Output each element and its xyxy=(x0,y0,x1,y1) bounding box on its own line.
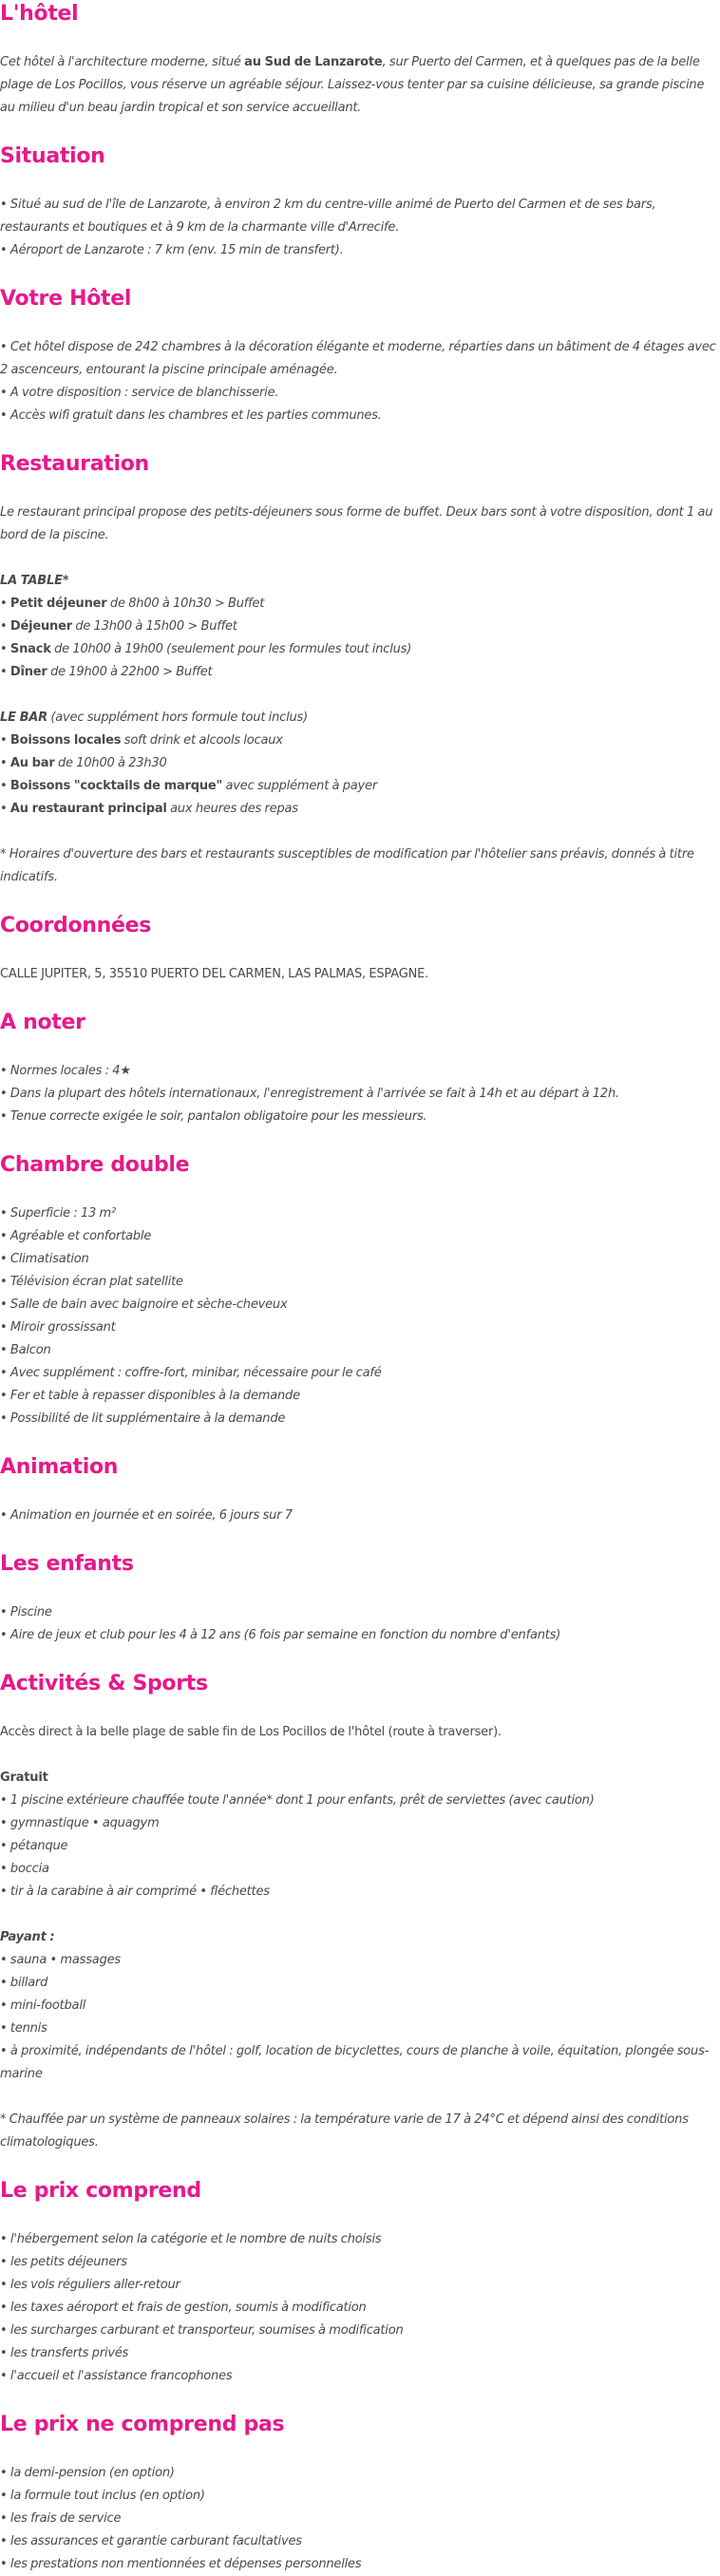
list-item: • A votre disposition : service de blanchisserie. xyxy=(0,382,717,405)
list-item: • la formule tout inclus (en option) xyxy=(0,2485,717,2508)
activites-note: * Chauffée par un système de panneaux solaires : la température varie de 17 à 24°C et dépend ainsi des conditions climatologiques. xyxy=(0,2112,689,2150)
list-item-label: Au bar xyxy=(9,756,55,770)
list-item: • Aéroport de Lanzarote : 7 km (env. 15 min de transfert). xyxy=(0,239,717,262)
list-item: • tennis xyxy=(0,2017,717,2040)
list-item: • les petits déjeuners xyxy=(0,2251,717,2274)
list-item: • Possibilité de lit supplémentaire à la demande xyxy=(0,1408,717,1430)
chambre-list xyxy=(0,1203,717,1430)
list-item: • boccia xyxy=(0,1858,717,1881)
list-item-label: Boissons "cocktails de marque" xyxy=(9,779,223,793)
section-title-prix-comprend: Le prix comprend xyxy=(0,2179,201,2203)
hotel-intro: Cet hôtel à l'architecture moderne, situé au Sud de Lanzarote, sur Puerto del Carmen, et à quelques pas de la belle plage de Los Pocillos, vous réserve un agréable séjour. Laissez-vous tenter par sa cuisine délicieuse, sa grande piscine au milieu d'un beau jardin tropical et son service accueillant. xyxy=(0,55,705,115)
list-item-label: Boissons locales xyxy=(9,733,122,748)
list-item xyxy=(0,729,717,752)
section-title-hotel: L'hôtel xyxy=(0,2,79,26)
section-title-a-noter: A noter xyxy=(0,1011,85,1034)
list-item: • les transferts privés xyxy=(0,2342,717,2365)
votre-hotel-list xyxy=(0,336,717,427)
list-item-text: de 10h00 à 19h00 (seulement pour les formules tout inclus) xyxy=(50,642,412,656)
section-title-activites: Activités & Sports xyxy=(0,1672,208,1695)
list-item-label: Petit déjeuner xyxy=(9,597,107,611)
list-item xyxy=(0,775,717,798)
list-item: • pétanque xyxy=(0,1835,717,1858)
list-item: • Normes locales : 4★ xyxy=(0,1060,717,1083)
section-activites xyxy=(0,1670,717,2177)
section-a-noter xyxy=(0,1009,717,1151)
list-item: • Agréable et confortable xyxy=(0,1225,717,1248)
list-item-label: Au restaurant principal xyxy=(9,802,167,816)
list-item: • gymnastique • aquagym xyxy=(0,1812,717,1835)
section-title-animation: Animation xyxy=(0,1455,119,1479)
list-item: • Animation en journée et en soirée, 6 jours sur 7 xyxy=(0,1505,717,1527)
section-animation xyxy=(0,1453,717,1550)
enfants-list xyxy=(0,1601,717,1647)
list-item: • Piscine xyxy=(0,1601,717,1624)
bar-list xyxy=(0,729,717,821)
list-item: • billard xyxy=(0,1972,717,1995)
gratuit-title: Gratuit xyxy=(0,1771,48,1785)
list-item: • les surcharges carburant et transporteur, soumises à modification xyxy=(0,2320,717,2342)
activites-intro: Accès direct à la belle plage de sable fin de Los Pocillos de l'hôtel (route à traverser). xyxy=(0,1725,502,1739)
section-coordonnees xyxy=(0,912,717,1009)
prix-ne-comprend-list xyxy=(0,2462,717,2576)
list-item: • les frais de service xyxy=(0,2508,717,2530)
list-item: • les assurances et garantie carburant facultatives xyxy=(0,2530,717,2553)
gratuit-list xyxy=(0,1790,717,1904)
list-item: • les vols réguliers aller-retour xyxy=(0,2274,717,2297)
list-item: • à proximité, indépendants de l'hôtel : golf, location de bicyclettes, cours de planche à voile, équitation, plongée sous-marine xyxy=(0,2040,717,2086)
list-item-text: de 10h00 à 23h30 xyxy=(54,756,167,770)
list-item xyxy=(0,752,717,775)
restauration-intro: Le restaurant principal propose des petits-déjeuners sous forme de buffet. Deux bars sont à votre disposition, dont 1 au bord de la piscine. xyxy=(0,505,713,542)
section-enfants xyxy=(0,1550,717,1670)
list-item-text: de 13h00 à 15h00 > Buffet xyxy=(71,619,237,634)
list-item: • Accès wifi gratuit dans les chambres et les parties communes. xyxy=(0,405,717,427)
list-item: • 1 piscine extérieure chauffée toute l'année* dont 1 pour enfants, prêt de serviettes (avec caution) xyxy=(0,1790,717,1812)
list-item: • Fer et table à repasser disponibles à la demande xyxy=(0,1385,717,1408)
list-item-text: de 8h00 à 10h30 > Buffet xyxy=(106,597,265,611)
list-item xyxy=(0,593,717,616)
list-item xyxy=(0,616,717,638)
animation-list xyxy=(0,1505,717,1527)
section-title-enfants: Les enfants xyxy=(0,1552,134,1576)
situation-list xyxy=(0,194,717,262)
section-hotel xyxy=(0,0,717,142)
list-item xyxy=(0,661,717,684)
list-item: • Situé au sud de l'île de Lanzarote, à environ 2 km du centre-ville animé de Puerto del Carmen et de ses bars, restaurants et boutiques et à 9 km de la charmante ville d'Arrecife. xyxy=(0,194,717,239)
section-title-restauration: Restauration xyxy=(0,452,149,476)
list-item-label: Snack xyxy=(9,642,51,656)
section-restauration xyxy=(0,450,717,912)
list-item: • les prestations non mentionnées et dépenses personnelles xyxy=(0,2553,717,2576)
section-title-chambre: Chambre double xyxy=(0,1153,190,1177)
section-prix-comprend xyxy=(0,2177,717,2411)
list-item-label: Dîner xyxy=(9,665,47,679)
list-item: • l'accueil et l'assistance francophones xyxy=(0,2365,717,2388)
list-item: • Dans la plupart des hôtels internationaux, l'enregistrement à l'arrivée se fait à 14h et au départ à 12h. xyxy=(0,1083,717,1106)
list-item: • sauna • massages xyxy=(0,1949,717,1972)
list-item: • les taxes aéroport et frais de gestion, soumis à modification xyxy=(0,2297,717,2320)
list-item xyxy=(0,638,717,661)
list-item: • Télévision écran plat satellite xyxy=(0,1271,717,1294)
section-title-votre-hotel: Votre Hôtel xyxy=(0,287,132,311)
list-item: • Salle de bain avec baignoire et sèche-cheveux xyxy=(0,1294,717,1316)
list-item-label: Déjeuner xyxy=(9,619,72,634)
list-item: • tir à la carabine à air comprimé • fléchettes xyxy=(0,1881,717,1904)
restauration-note: * Horaires d'ouverture des bars et restaurants susceptibles de modification par l'hôtelier sans préavis, donnés à titre indicatifs. xyxy=(0,847,694,884)
table-list xyxy=(0,593,717,684)
list-item: • Climatisation xyxy=(0,1248,717,1271)
a-noter-list xyxy=(0,1060,717,1128)
section-title-coordonnees: Coordonnées xyxy=(0,914,152,938)
list-item: • mini-football xyxy=(0,1995,717,2017)
list-item: • l'hébergement selon la catégorie et le nombre de nuits choisis xyxy=(0,2228,717,2251)
address: CALLE JUPITER, 5, 35510 PUERTO DEL CARMEN, LAS PALMAS, ESPAGNE. xyxy=(0,967,429,981)
list-item: • Superficie : 13 m² xyxy=(0,1203,717,1225)
list-item: • Cet hôtel dispose de 242 chambres à la décoration élégante et moderne, réparties dans un bâtiment de 4 étages avec 2 ascenceurs, entourant la piscine principale aménagée. xyxy=(0,336,717,382)
list-item: • Miroir grossissant xyxy=(0,1316,717,1339)
payant-list xyxy=(0,1949,717,2086)
section-chambre xyxy=(0,1151,717,1453)
bar-title-line: LE BAR (avec supplément hors formule tout inclus) xyxy=(0,710,308,725)
payant-title: Payant : xyxy=(0,1930,55,1944)
section-votre-hotel xyxy=(0,285,717,450)
list-item: • Tenue correcte exigée le soir, pantalon obligatoire pour les messieurs. xyxy=(0,1106,717,1128)
section-situation xyxy=(0,142,717,285)
section-prix-ne-comprend xyxy=(0,2411,717,2576)
list-item: • Aire de jeux et club pour les 4 à 12 ans (6 fois par semaine en fonction du nombre d'enfants) xyxy=(0,1624,717,1647)
list-item-text: soft drink et alcools locaux xyxy=(121,733,283,748)
list-item: • Balcon xyxy=(0,1339,717,1362)
list-item: • Avec supplément : coffre-fort, minibar, nécessaire pour le café xyxy=(0,1362,717,1385)
prix-comprend-list xyxy=(0,2228,717,2388)
list-item-text: de 19h00 à 22h00 > Buffet xyxy=(47,665,213,679)
table-title: LA TABLE* xyxy=(0,574,69,588)
list-item-text: avec supplément à payer xyxy=(222,779,377,793)
section-title-prix-ne-comprend: Le prix ne comprend pas xyxy=(0,2413,285,2436)
section-title-situation: Situation xyxy=(0,144,105,168)
list-item xyxy=(0,798,717,821)
list-item: • la demi-pension (en option) xyxy=(0,2462,717,2485)
list-item-text: aux heures des repas xyxy=(166,802,298,816)
